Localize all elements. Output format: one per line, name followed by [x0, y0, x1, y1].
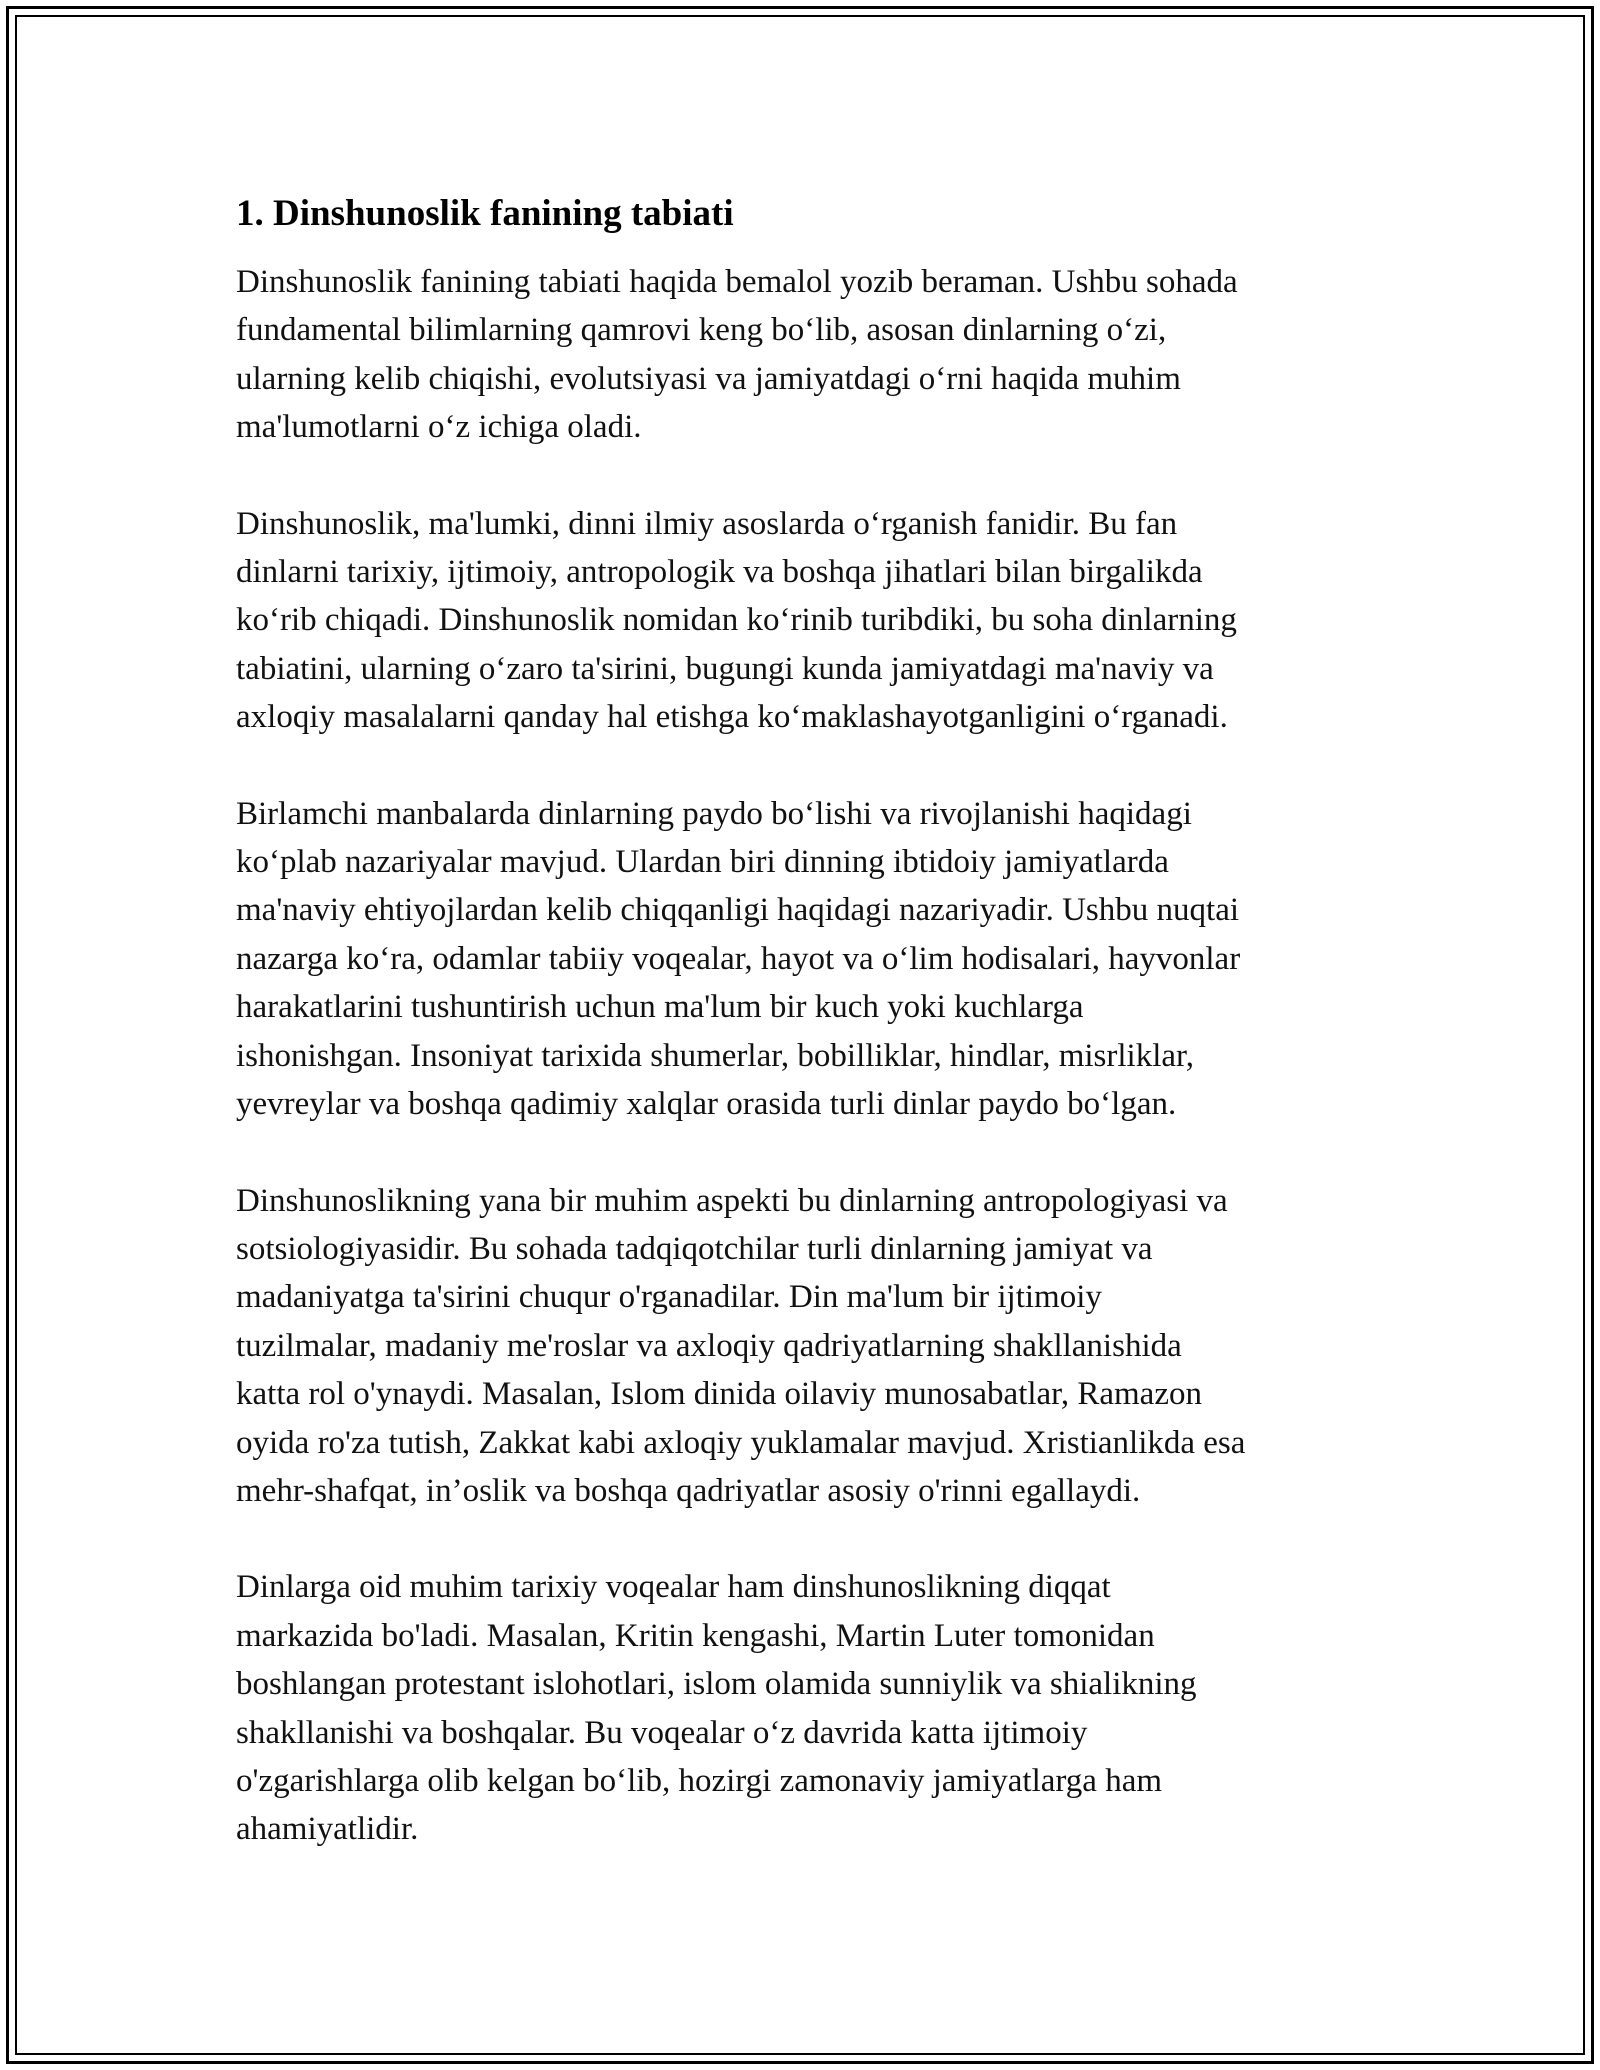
paragraph-2: Dinshunoslik, ma'lumki, dinni ilmiy asoslarda o‘rganish fanidir. Bu fan dinlarni tarixiy, ijtimoiy, antropologik va boshqa jihatlari bilan birgalikda ko‘rib chiqadi. Dinshunoslik nomidan ko‘rinib turibdiki, bu soha dinlarning tabiatini, ularning o‘zaro ta'sirini, bugungi kunda jamiyatdagi ma'naviy va axloqiy masalalarni qanday hal etishga ko‘maklashayotganligini o‘rganadi.: [236, 505, 1237, 736]
paragraph-5: Dinlarga oid muhim tarixiy voqealar ham dinshunoslikning diqqat markazida bo'ladi. Masalan, Kritin kengashi, Martin Luter tomonidan boshlangan protestant islohotlari, islom olamida sunniylik va shialikning shakllanishi va boshqalar. Bu voqealar o‘z davrida katta ijtimoiy o'zgarishlarga olib kelgan bo‘lib, hozirgi zamonaviy jamiyatlarga ham ahamiyatlidir.: [236, 1569, 1197, 1848]
paragraph-3: Birlamchi manbalarda dinlarning paydo bo‘lishi va rivojlanishi haqidagi ko‘plab nazariyalar mavjud. Ulardan biri dinning ibtidoiy jamiyatlarda ma'naviy ehtiyojlardan kelib chiqqanligi haqidagi nazariyadir. Ushbu nuqtai nazarga ko‘ra, odamlar tabiiy voqealar, hayot va o‘lim hodisalari, hayvonlar harakatlarini tushuntirish uchun ma'lum bir kuch yoki kuchlarga ishonishgan. Insoniyat tarixida shumerlar, bobilliklar, hindlar, misrliklar, yevreylar va boshqa qadimiy xalqlar orasida turli dinlar paydo bo‘lgan.: [236, 795, 1241, 1123]
paragraph-1: Dinshunoslik fanining tabiati haqida bemalol yozib beraman. Ushbu sohada fundamental bilimlarning qamrovi keng bo‘lib, asosan dinlarning o‘zi, ularning kelib chiqishi, evolutsiyasi va jamiyatdagi o‘rni haqida muhim ma'lumotlarni o‘z ichiga oladi.: [236, 264, 1238, 446]
paragraph-4: Dinshunoslikning yana bir muhim aspekti bu dinlarning antropologiyasi va sotsiologiyasidir. Bu sohada tadqiqotchilar turli dinlarning jamiyat va madaniyatga ta'sirini chuqur o'rganadilar. Din ma'lum bir ijtimoiy tuzilmalar, madaniy me'roslar va axloqiy qadriyatlarning shakllanishida katta rol o'ynaydi. Masalan, Islom dinida oilaviy munosabatlar, Ramazon oyida ro'za tutish, Zakkat kabi axloqiy yuklamalar mavjud. Xristianlikda esa mehr-shafqat, in’oslik va boshqa qadriyatlar asosiy o'rinni egallaydi.: [236, 1182, 1246, 1509]
document-body: [236, 190, 1366, 1902]
section-heading: 1. Dinshunoslik fanining tabiati: [236, 193, 734, 234]
